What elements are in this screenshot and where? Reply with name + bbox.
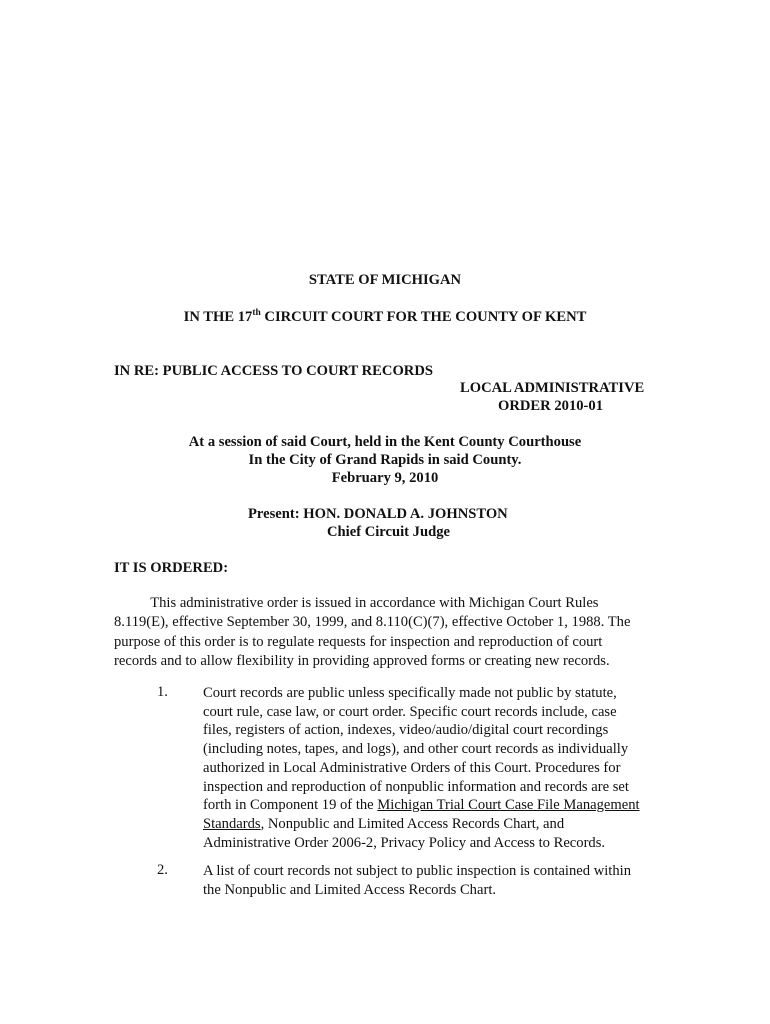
state-heading: STATE OF MICHIGAN <box>308 272 462 288</box>
item-line: inspection and reproduction of nonpublic information and records are set <box>203 778 629 795</box>
intro-paragraph <box>114 594 659 672</box>
item-line: Administrative Order 2006-2, Privacy Policy and Access to Records. <box>203 834 606 851</box>
court-heading-prefix: IN THE 17 <box>183 309 253 325</box>
item-line <box>203 815 663 834</box>
item-line: the Nonpublic and Limited Access Records Chart. <box>203 881 497 898</box>
item-text <box>203 862 663 899</box>
item-line: authorized in Local Administrative Orders of this Court. Procedures for <box>203 759 621 776</box>
order-title-line1: LOCAL ADMINISTRATIVE <box>460 380 645 396</box>
item-line: court rule, case law, or court order. Specific court records include, case <box>203 703 617 720</box>
ordered-heading: IT IS ORDERED: <box>114 560 229 576</box>
order-title-line2: ORDER 2010-01 <box>498 398 603 414</box>
present-judge: Present: HON. DONALD A. JOHNSTON <box>248 506 508 522</box>
item-line: A list of court records not subject to public inspection is contained within <box>203 863 632 879</box>
intro-line: records and to allow flexibility in providing approved forms or creating new records. <box>114 653 610 670</box>
court-heading <box>0 309 770 326</box>
intro-line: 8.119(E), effective September 30, 1999, and 8.110(C)(7), effective October 1, 1988. The <box>114 614 631 631</box>
intro-line: This administrative order is issued in accordance with Michigan Court Rules <box>114 595 599 611</box>
item-line-prefix: forth in Component 19 of the <box>203 797 378 814</box>
item-number: 1. <box>157 684 168 700</box>
judge-title: Chief Circuit Judge <box>327 524 450 540</box>
standards-reference-link[interactable]: Michigan Trial Court Case File Management <box>377 797 640 814</box>
session-line2: In the City of Grand Rapids in said County. <box>248 452 522 468</box>
item-line-suffix: , Nonpublic and Limited Access Records Chart, and <box>260 815 565 832</box>
court-heading-ordinal: th <box>252 308 261 319</box>
court-heading-suffix: CIRCUIT COURT FOR THE COUNTY OF KENT <box>260 309 587 325</box>
item-number: 2. <box>157 862 168 878</box>
item-text <box>203 684 663 852</box>
session-line1: At a session of said Court, held in the Kent County Courthouse <box>188 434 582 450</box>
in-re-caption: IN RE: PUBLIC ACCESS TO COURT RECORDS <box>114 363 434 379</box>
item-line <box>203 796 663 815</box>
intro-line: purpose of this order is to regulate requests for inspection and reproduction of court <box>114 633 603 650</box>
item-line: Court records are public unless specifically made not public by statute, <box>203 685 617 701</box>
item-line: files, registers of action, indexes, video/audio/digital court recordings <box>203 722 609 739</box>
session-date: February 9, 2010 <box>331 470 439 486</box>
standards-reference-link-cont[interactable]: Standards <box>203 815 261 832</box>
item-line: (including notes, tapes, and logs), and other court records as individually <box>203 741 629 758</box>
